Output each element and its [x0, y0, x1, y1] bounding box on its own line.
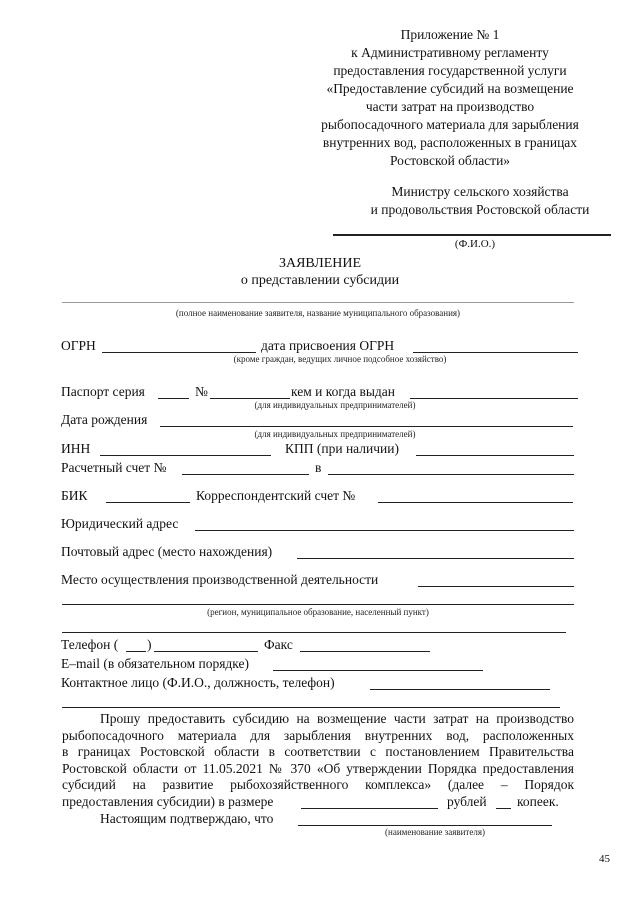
document-title: ЗАЯВЛЕНИЕ [278, 256, 362, 271]
bik-field[interactable] [106, 502, 190, 503]
amount-rubles-field[interactable] [301, 808, 438, 809]
bank-in-label: в [315, 460, 322, 475]
legal-address-field[interactable] [195, 530, 574, 531]
production-place-field-2[interactable] [62, 604, 574, 605]
appendix-line: рыбопосадочного материала для зарыбления [321, 117, 579, 132]
production-place-label: Место осуществления производственной деятельности [61, 572, 379, 587]
rubles-label: рублей [447, 794, 487, 809]
ogrn-date-field[interactable] [413, 352, 578, 353]
appendix-line: Ростовской области» [389, 153, 511, 168]
postal-address-label: Почтовый адрес (место нахождения) [61, 544, 273, 559]
request-last-prefix: предоставления субсидии) в размере [62, 794, 274, 809]
passport-series-field[interactable] [158, 398, 189, 399]
fio-hint: (Ф.И.О.) [454, 238, 496, 250]
appendix-line: Приложение № 1 [400, 27, 500, 42]
request-line: рыбопосадочного материала для зарыбления внутренних вод, расположенных [62, 727, 574, 743]
kpp-label: КПП (при наличии) [285, 441, 399, 456]
request-line: в границах Ростовской области в соответствии с постановлением Правительства [62, 744, 574, 760]
ogrn-field[interactable] [102, 352, 256, 353]
account-field[interactable] [182, 474, 309, 475]
appendix-line: «Предоставление субсидий на возмещение [326, 81, 574, 96]
fio-line[interactable] [333, 234, 611, 236]
ogrn-label: ОГРН [61, 338, 96, 353]
bank-field[interactable] [328, 474, 574, 475]
kopecks-label: копеек. [517, 794, 559, 809]
request-paragraph [62, 711, 574, 794]
except-citizens-hint: (кроме граждан, ведущих личное подсобное хозяйство) [233, 354, 447, 364]
ogrn-date-label: дата присвоения ОГРН [261, 338, 395, 353]
addressee-line: и продовольствия Ростовской области [370, 202, 590, 217]
phone-label: Телефон ( [61, 637, 119, 652]
applicant-name-line[interactable] [62, 302, 574, 303]
contact-field[interactable] [370, 689, 550, 690]
appendix-line: к Административному регламенту [351, 45, 549, 60]
passport-number-field[interactable] [210, 398, 290, 399]
phone-close: ) [147, 637, 152, 652]
production-place-field[interactable] [418, 586, 574, 587]
appendix-line: внутренних вод, расположенных в границах [322, 135, 578, 150]
phone-code-field[interactable] [126, 651, 146, 652]
account-label: Расчетный счет № [61, 460, 167, 475]
appendix-block [300, 26, 600, 170]
inn-field[interactable] [100, 455, 271, 456]
addressee-line: Министру сельского хозяйства [391, 184, 569, 199]
page-number: 45 [599, 853, 610, 865]
request-line: субсидий на развитие рыбохозяйственного комплекса» (далее – Порядок [62, 777, 574, 793]
contact-label: Контактное лицо (Ф.И.О., должность, телефон) [61, 675, 335, 690]
appendix-line: предоставления государственной услуги [333, 63, 567, 78]
amount-kopecks-field[interactable] [496, 808, 511, 809]
individual-hint-1: (для индивидуальных предпринимателей) [254, 400, 416, 410]
confirm-label: Настоящим подтверждаю, что [100, 811, 274, 826]
legal-address-label: Юридический адрес [61, 516, 179, 531]
birth-date-label: Дата рождения [61, 412, 148, 427]
passport-issued-label: кем и когда выдан [291, 384, 395, 399]
contact-field-2[interactable] [62, 707, 560, 708]
email-label: E–mail (в обязательном порядке) [61, 656, 250, 671]
separator-line [62, 632, 566, 633]
email-field[interactable] [273, 670, 483, 671]
applicant-name-hint: (полное наименование заявителя, название муниципального образования) [175, 308, 461, 318]
individual-hint-2: (для индивидуальных предпринимателей) [254, 429, 416, 439]
appendix-line: части затрат на производство [365, 99, 535, 114]
applicant-sign-hint: (наименование заявителя) [385, 827, 485, 837]
kpp-field[interactable] [416, 455, 574, 456]
bik-label: БИК [61, 488, 88, 503]
fax-label: Факс [264, 637, 293, 652]
fax-field[interactable] [300, 651, 430, 652]
request-line: Ростовской области от 11.05.2021 № 370 «Об утверждении Порядка предоставления [62, 760, 574, 776]
passport-issued-field[interactable] [410, 398, 578, 399]
confirm-applicant-field[interactable] [298, 825, 552, 826]
corr-account-label: Корреспондентский счет № [196, 488, 356, 503]
request-line: Прошу предоставить субсидию на возмещение части затрат на производство [100, 711, 574, 726]
addressee-block [330, 183, 630, 219]
region-hint: (регион, муниципальное образование, населенный пункт) [207, 607, 429, 617]
phone-field[interactable] [154, 651, 258, 652]
document-subtitle: о представлении субсидии [240, 273, 400, 288]
inn-label: ИНН [61, 441, 91, 456]
birth-date-field[interactable] [160, 426, 573, 427]
corr-account-field[interactable] [378, 502, 573, 503]
postal-address-field[interactable] [297, 558, 574, 559]
passport-number-label: № [195, 384, 208, 399]
passport-series-label: Паспорт серия [61, 384, 145, 399]
